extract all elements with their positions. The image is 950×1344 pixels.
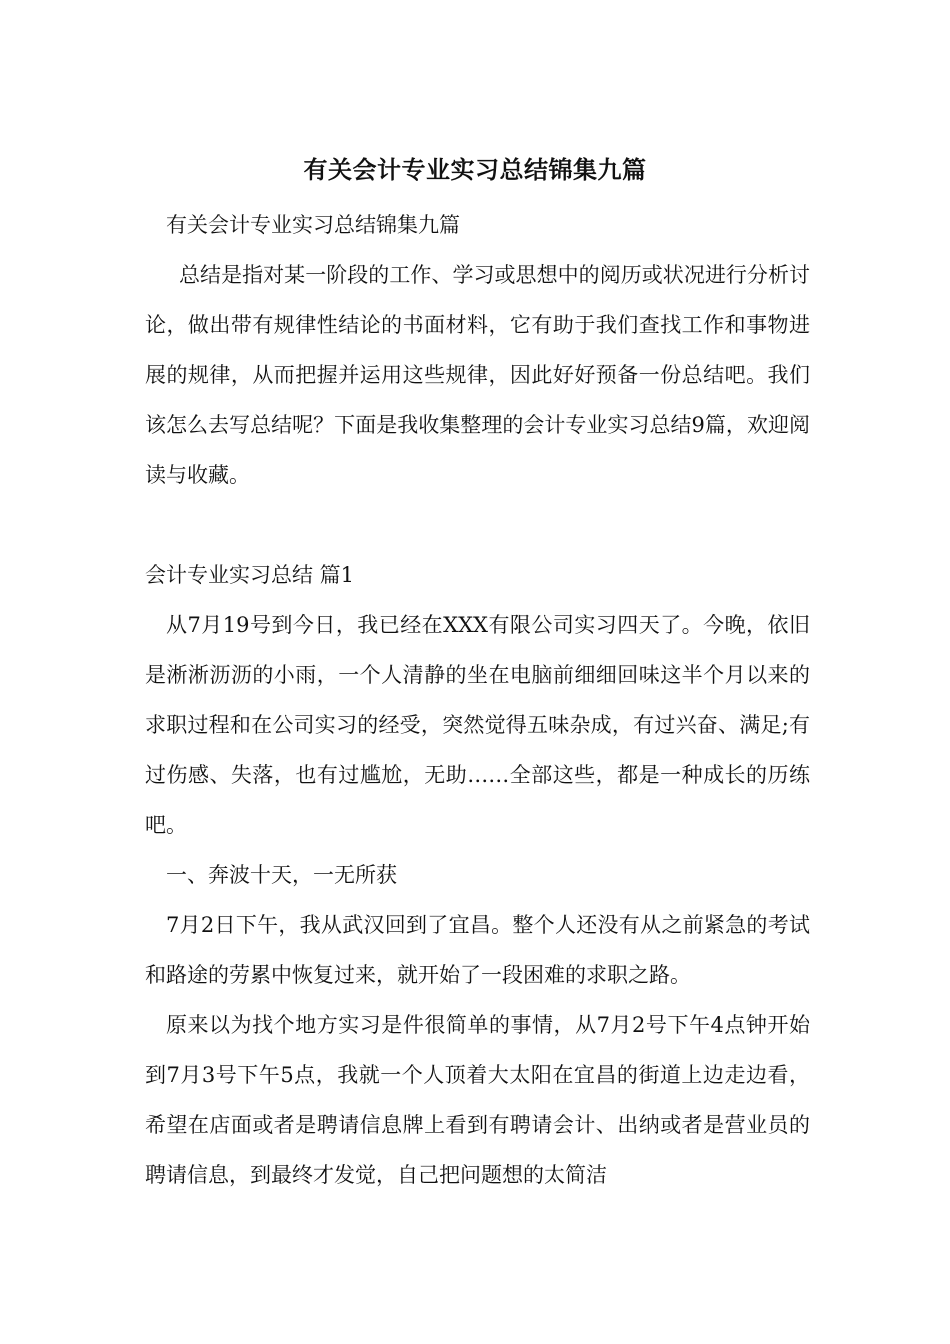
paragraph-gap: [145, 500, 810, 550]
document-title: 有关会计专业实习总结锦集九篇: [303, 156, 647, 184]
body-paragraph: 从7月19号到今日，我已经在XXX有限公司实习四天了。今晚，依旧是淅淅沥沥的小雨，一个人清静的坐在电脑前细细回味这半个月以来的求职过程和在公司实习的经受，突然觉得五味杂成，有过兴奋、满足;有过伤感、失落，也有过尴尬，无助……全部这些，都是一种成长的历练吧。: [145, 613, 810, 837]
document-body: [145, 200, 810, 1200]
subtitle-paragraph: 有关会计专业实习总结锦集九篇: [166, 213, 460, 237]
body-paragraph: 7月2日下午，我从武汉回到了宜昌。整个人还没有从之前紧急的考试和路途的劳累中恢复过来，就开始了一段困难的求职之路。: [145, 913, 810, 987]
section-heading: 会计专业实习总结 篇1: [145, 563, 355, 587]
subsection-heading: 一、奔波十天，一无所获: [166, 863, 397, 887]
body-paragraph: 原来以为找个地方实习是件很简单的事情，从7月2号下午4点钟开始到7月3号下午5点，我就一个人顶着大太阳在宜昌的街道上边走边看，希望在店面或者是聘请信息牌上看到有聘请会计、出纳或者是营业员的聘请信息，到最终才发觉，自己把问题想的太简洁: [145, 1013, 810, 1187]
intro-paragraph: 总结是指对某一阶段的工作、学习或思想中的阅历或状况进行分析讨论，做出带有规律性结论的书面材料，它有助于我们查找工作和事物进展的规律，从而把握并运用这些规律，因此好好预备一份总结吧。我们该怎么去写总结呢？下面是我收集整理的会计专业实习总结9篇，欢迎阅读与收藏。: [145, 263, 810, 487]
